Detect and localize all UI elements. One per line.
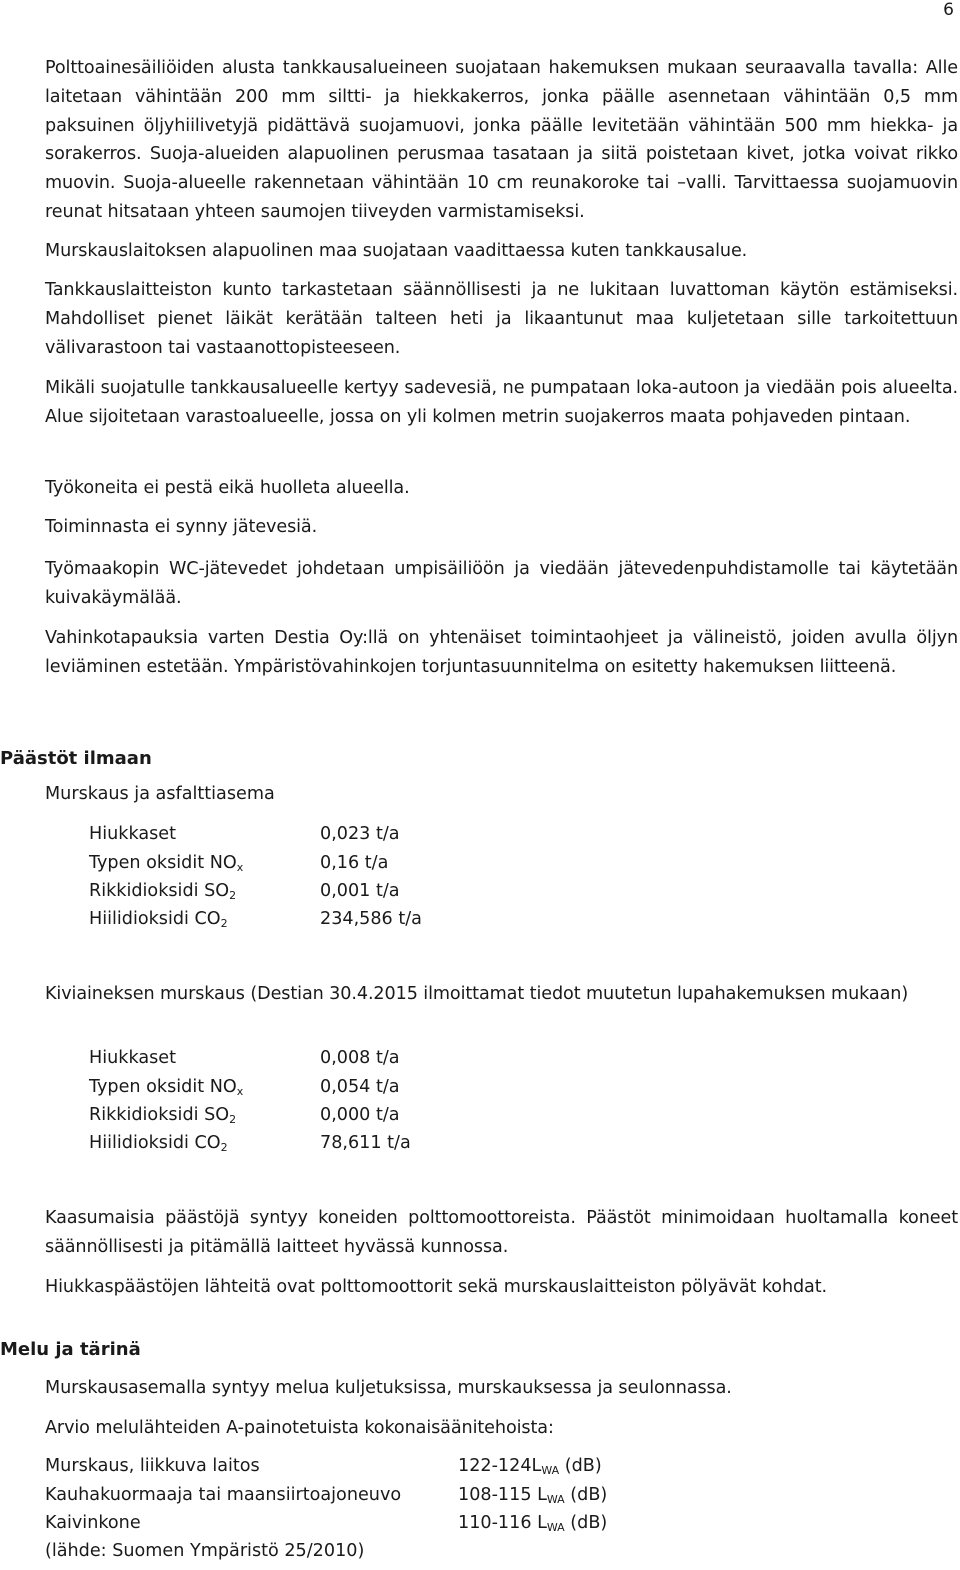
subheading-aggregate-crushing: Kiviaineksen murskaus (Destian 30.4.2015 ilmoittamat tiedot muutetun lupahakemuksen mukaan) bbox=[45, 984, 909, 1004]
emission-value: 0,008 t/a bbox=[320, 1048, 400, 1068]
emission-value: 0,000 t/a bbox=[320, 1105, 400, 1125]
noise-source-label: Kaivinkone bbox=[45, 1513, 141, 1533]
emission-label: Rikkidioksidi $SO_2$ bbox=[89, 881, 237, 902]
noise-source-label: Kauhakuormaaja tai maansiirtoajoneuvo bbox=[45, 1485, 402, 1505]
subheading-asphalt-station: Murskaus ja asfalttiasema bbox=[45, 784, 275, 804]
noise-value: 110-116 $L_{WA}$ (dB) bbox=[458, 1513, 608, 1534]
emission-value: 78,611 t/a bbox=[320, 1133, 411, 1153]
emission-label: Typen oksidit $NO_x$ bbox=[89, 1077, 244, 1098]
noise-value: $122-124L_{WA}$ (dB) bbox=[458, 1456, 602, 1477]
page-number: 6 bbox=[943, 0, 954, 20]
emission-label: Rikkidioksidi $SO_2$ bbox=[89, 1105, 237, 1126]
paragraph-noise-sources: Murskausasemalla syntyy melua kuljetuksissa, murskauksessa ja seulonnassa. bbox=[45, 1378, 732, 1398]
emission-label: Typen oksidit $NO_x$ bbox=[89, 853, 244, 874]
paragraph-particle-sources: Hiukkaspäästöjen lähteitä ovat polttomoottorit sekä murskauslaitteiston pölyävät kohdat. bbox=[45, 1277, 828, 1297]
source-citation: (lähde: Suomen Ympäristö 25/2010) bbox=[45, 1541, 365, 1561]
paragraph-noise-estimate: Arvio melulähteiden A-painotetuista kokonaisäänitehoista: bbox=[45, 1418, 554, 1438]
emission-label: Hiilidioksidi $CO_2$ bbox=[89, 909, 228, 930]
emission-value: 234,586 t/a bbox=[320, 909, 422, 929]
paragraph-no-wastewater: Toiminnasta ei synny jätevesiä. bbox=[45, 517, 318, 537]
paragraph-fuel-tank-protection: Polttoainesäiliöiden alusta tankkausalueineen suojataan hakemuksen mukaan seuraavalla tavalla: Alle laitetaan vähintään 200 mm siltti- ja hiekkakerros, jonka päälle asennetaan vähintään 0,5 mm paksuinen öljyhiilivetyjä pidättävä suojamuovi, jonka päälle levitetään vähintään 500 mm hiekka- ja sorakerros. Suoja-alueiden alapuolinen perusmaa tasataan ja siitä poistetaan kivet, jotka voivat rikko muovin. Suoja-alueelle rakennetaan vähintään 10 cm reunakoroke tai –valli. Tarvittaessa suojamuovin reunat hitsataan yhteen saumojen tiiveyden varmistamiseksi. bbox=[45, 58, 958, 222]
paragraph-tank-inspection: Tankkauslaitteiston kunto tarkastetaan säännöllisesti ja ne lukitaan luvattoman käytön estämiseksi. Mahdolliset pienet läikät kerätään talteen heti ja likaantunut maa kuljetetaan sille tarkoitettuun välivarastoon tai vastaanottopisteeseen. bbox=[45, 280, 958, 358]
emission-label: Hiukkaset bbox=[89, 824, 177, 844]
paragraph-wc-wastewater: Työmaakopin WC-jätevedet johdetaan umpisäiliöön ja viedään jätevedenpuhdistamolle tai käytetään kuivakäymälää. bbox=[45, 559, 958, 608]
paragraph-crusher-ground: Murskauslaitoksen alapuolinen maa suojataan vaadittaessa kuten tankkausalue. bbox=[45, 241, 748, 261]
emission-value: 0,054 t/a bbox=[320, 1077, 400, 1097]
emission-value: 0,001 t/a bbox=[320, 881, 400, 901]
emission-value: 0,023 t/a bbox=[320, 824, 400, 844]
paragraph-no-washing: Työkoneita ei pestä eikä huolleta alueella. bbox=[45, 478, 410, 498]
paragraph-accident-procedures: Vahinkotapauksia varten Destia Oy:llä on yhtenäiset toimintaohjeet ja välineistö, joiden avulla öljyn leviäminen estetään. Ympäristövahinkojen torjuntasuunnitelma on esitetty hakemuksen liitteenä. bbox=[45, 628, 958, 677]
emission-label: Hiilidioksidi $CO_2$ bbox=[89, 1133, 228, 1154]
heading-noise-vibration: Melu ja tärinä bbox=[0, 1339, 141, 1360]
noise-source-label: Murskaus, liikkuva laitos bbox=[45, 1456, 260, 1476]
paragraph-gaseous-emissions: Kaasumaisia päästöjä syntyy koneiden polttomoottoreista. Päästöt minimoidaan huoltamalla koneet säännöllisesti ja pitämällä laitteet hyvässä kunnossa. bbox=[45, 1208, 958, 1257]
emission-value: 0,16 t/a bbox=[320, 853, 389, 873]
heading-air-emissions: Päästöt ilmaan bbox=[0, 748, 152, 769]
paragraph-rainwater: Mikäli suojatulle tankkausalueelle kertyy sadevesiä, ne pumpataan loka-autoon ja viedään pois alueelta. Alue sijoitetaan varastoalueelle, jossa on yli kolmen metrin suojakerros maata pohjaveden pintaan. bbox=[45, 378, 958, 427]
emission-label: Hiukkaset bbox=[89, 1048, 177, 1068]
noise-value: 108-115 $L_{WA}$ (dB) bbox=[458, 1485, 608, 1506]
